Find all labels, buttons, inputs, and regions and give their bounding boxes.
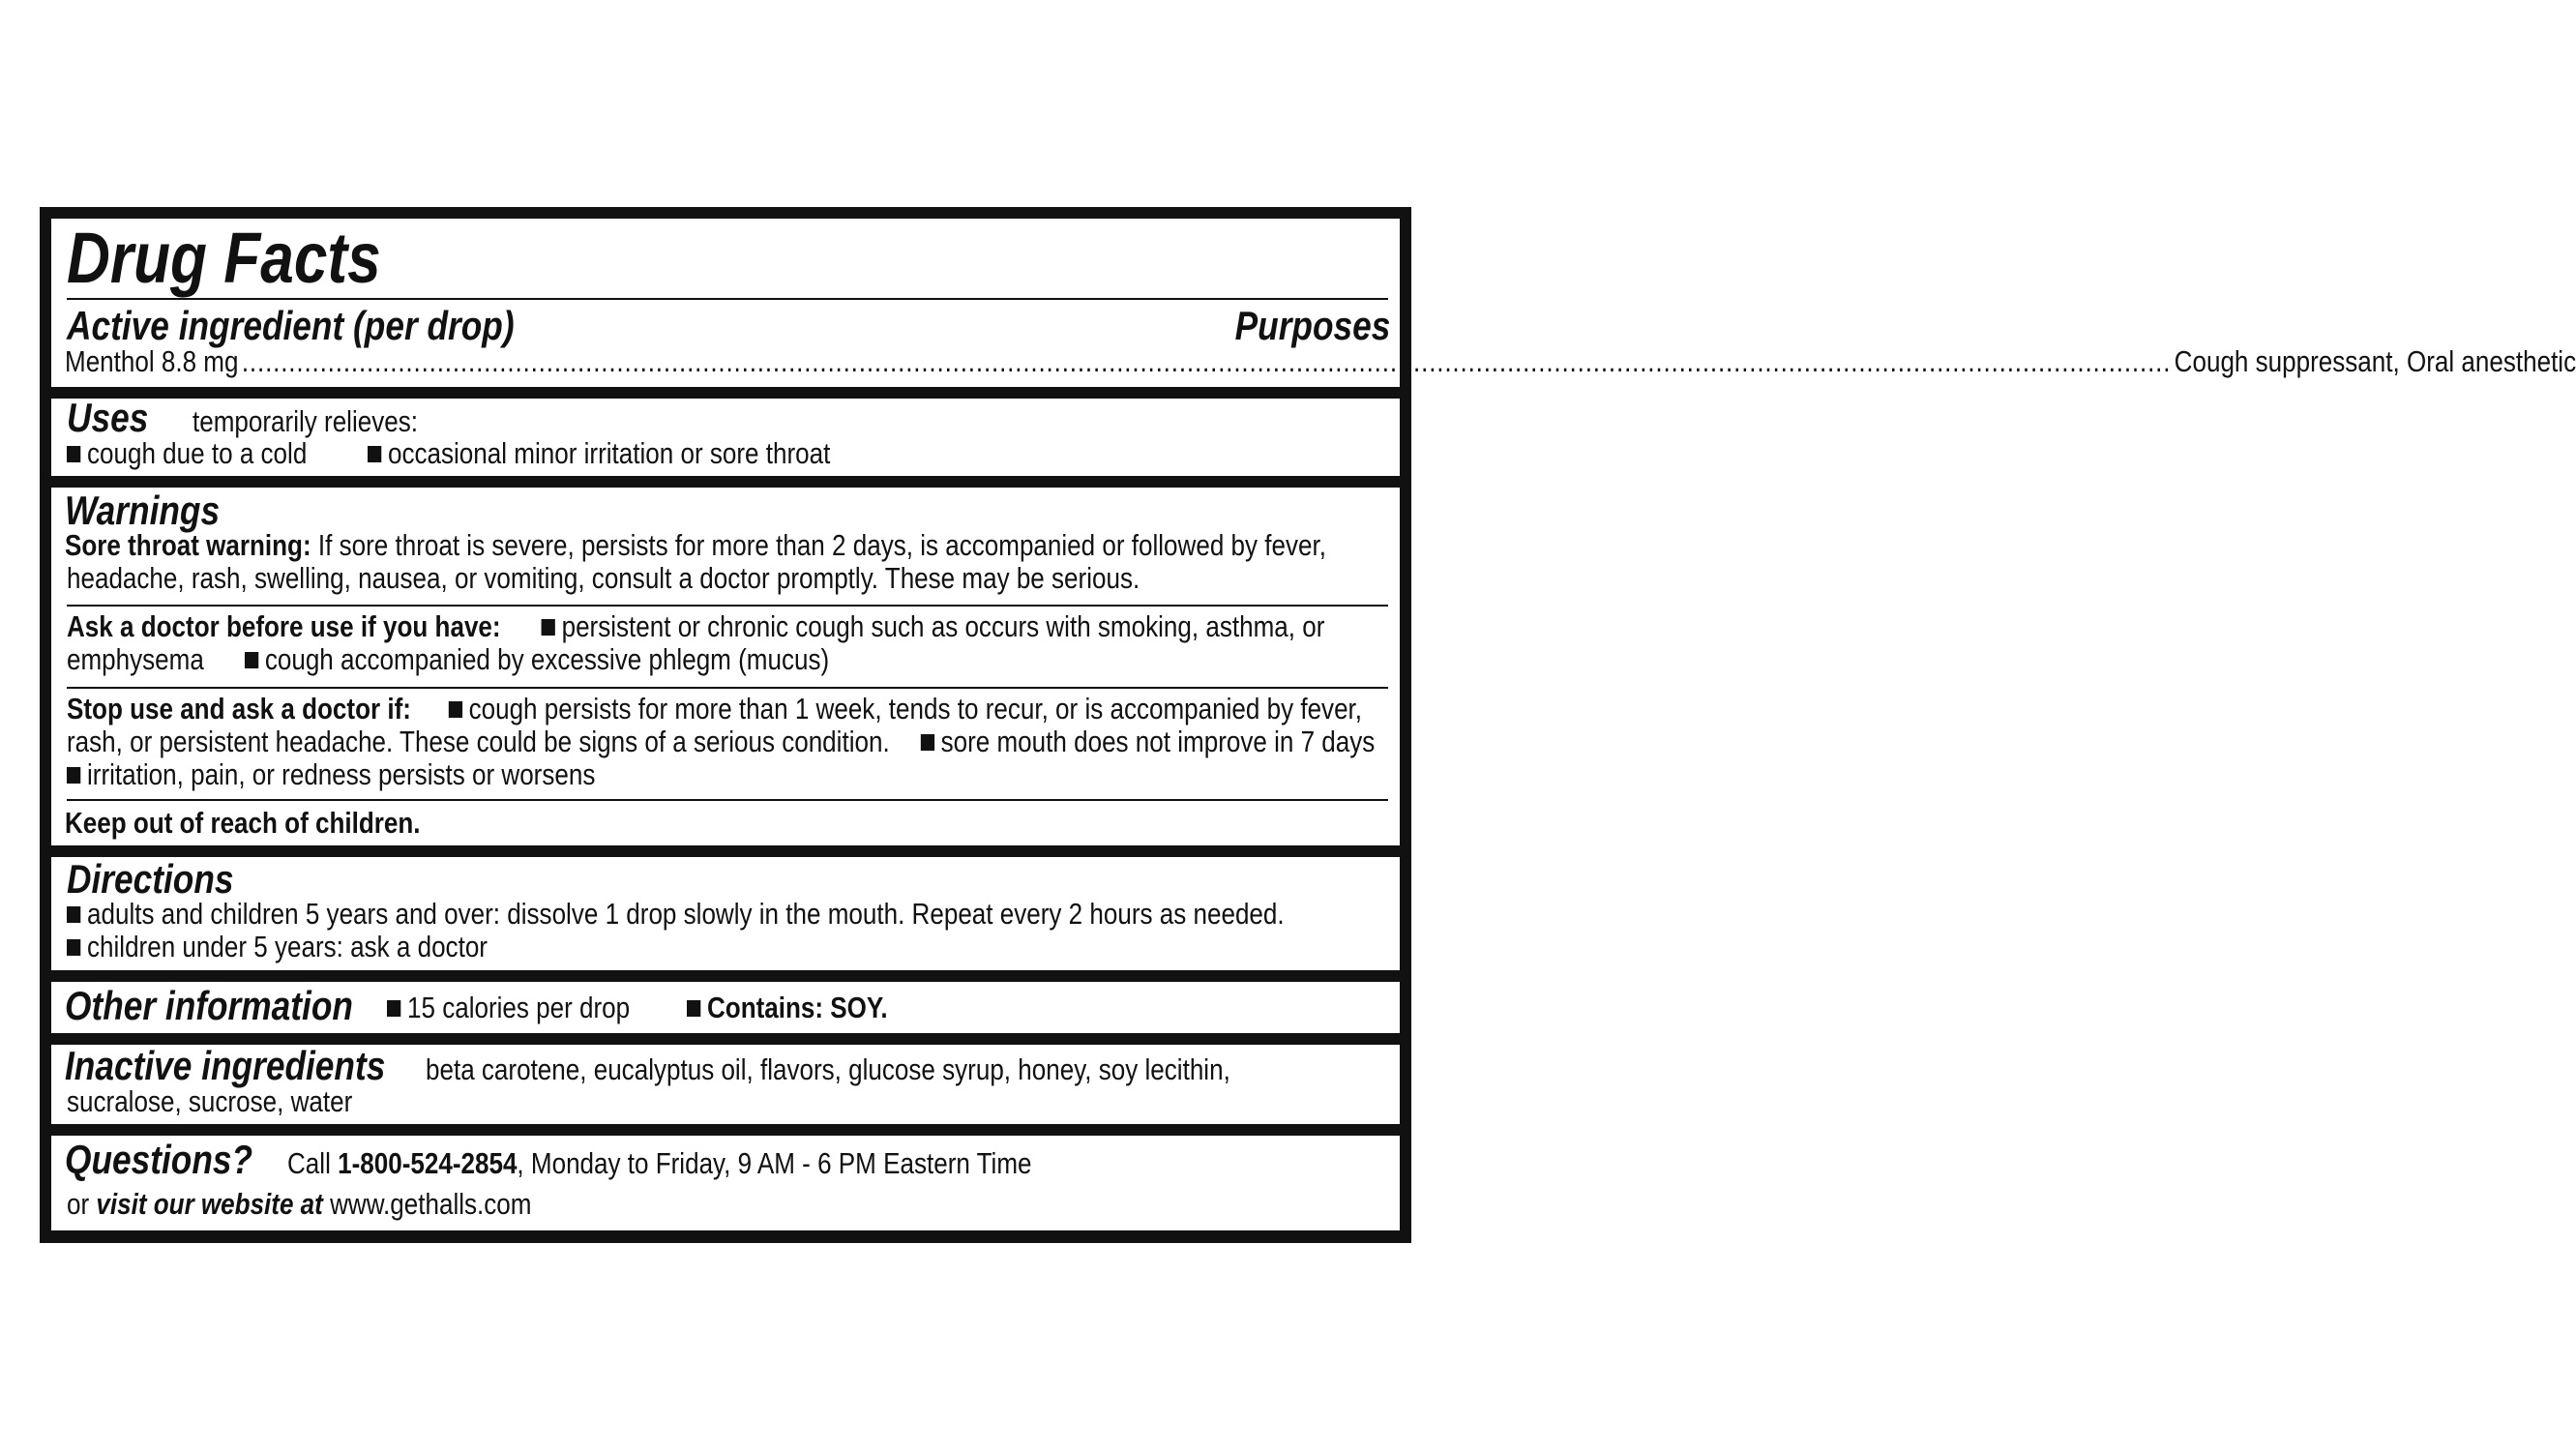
stop-use-warning: Stop use and ask a doctor if: cough persists for more than 1 week, tends to recur, or is accompanied by fever,: [67, 692, 1363, 726]
inactive-ingredients-list: beta carotene, eucalyptus oil, flavors, glucose syrup, honey, soy lecithin,: [426, 1052, 1230, 1086]
phone-number: 1-800-524-2854: [338, 1146, 518, 1180]
inactive-ingredients-heading: Inactive ingredients: [65, 1043, 386, 1088]
bullet-square: [542, 619, 555, 636]
active-ingredient-row: [65, 344, 2576, 378]
questions-website-line: or visit our website at www.gethalls.com: [67, 1187, 532, 1221]
warnings-heading: Warnings: [65, 488, 221, 533]
warnings-rule: [67, 687, 1388, 689]
dot-leader: .......................................................................................................................................................................................................................................................: [241, 344, 2172, 378]
directions-item: adults and children 5 years and over: dissolve 1 drop slowly in the mouth. Repeat every 2 hours as needed.: [67, 898, 1516, 931]
uses-panel: [51, 395, 1400, 476]
questions-heading: Questions?: [65, 1137, 253, 1182]
inactive-ingredients-panel: [51, 1045, 1400, 1124]
active-ingredient-panel: [51, 218, 2576, 387]
drug-facts-label: [40, 207, 2576, 1243]
bullet-square: [449, 701, 462, 718]
ask-doctor-warning: Ask a doctor before use if you have: persistent or chronic cough such as occurs with smoking, asthma, or: [67, 609, 1325, 643]
uses-item: cough due to a cold: [67, 437, 353, 470]
bullet-square: [67, 767, 80, 784]
keep-out-of-reach: Keep out of reach of children.: [65, 806, 421, 840]
bullet-square: [387, 1000, 400, 1017]
uses-heading: Uses: [67, 395, 149, 440]
active-ingredient-heading: Active ingredient (per drop): [67, 303, 515, 348]
bullet-square: [368, 446, 381, 462]
sore-throat-warning: Sore throat warning: If sore throat is severe, persists for more than 2 days, is accompanied or followed by fever,: [65, 528, 1326, 562]
warnings-panel: [51, 488, 1400, 845]
warnings-rule: [67, 605, 1388, 607]
directions-item: children under 5 years: ask a doctor: [67, 931, 568, 963]
ask-doctor-warning-cont: emphysema cough accompanied by excessive phlegm (mucus): [67, 642, 830, 676]
questions-panel: [51, 1136, 1400, 1230]
other-information-item: 15 calories per drop: [387, 992, 676, 1024]
sore-throat-warning-cont: headache, rash, swelling, nausea, or vomiting, consult a doctor promptly. These may be serious.: [67, 561, 1140, 595]
warnings-rule: [67, 799, 1388, 801]
allergen-statement: Contains: SOY.: [687, 992, 926, 1024]
bullet-square: [687, 1000, 700, 1017]
uses-item: occasional minor irritation or sore throat: [368, 437, 918, 470]
other-information-panel: [51, 982, 1400, 1033]
stop-use-warning-cont: rash, or persistent headache. These could be signs of a serious condition. sore mouth does not improve in 7 days: [67, 725, 1376, 758]
purposes-heading: Purposes: [1234, 303, 1390, 348]
title-rule: [67, 298, 1388, 300]
bullet-square: [245, 652, 258, 668]
bullet-square: [67, 446, 80, 462]
directions-heading: Directions: [67, 856, 234, 902]
stop-use-warning-item: irritation, pain, or redness persists or worsens: [67, 758, 696, 791]
drug-facts-title: Drug Facts: [67, 218, 381, 298]
active-ingredient-purpose: Cough suppressant, Oral anesthetic: [2174, 344, 2576, 378]
questions-phone-line: Call 1-800-524-2854, Monday to Friday, 9 AM - 6 PM Eastern Time: [287, 1146, 1032, 1180]
bullet-square: [921, 734, 934, 751]
website-url: www.gethalls.com: [330, 1187, 532, 1221]
directions-panel: [51, 857, 1400, 970]
bullet-square: [67, 906, 80, 923]
inactive-ingredients-list-cont: sucralose, sucrose, water: [67, 1084, 353, 1118]
other-information-heading: Other information: [65, 983, 353, 1028]
bullet-square: [67, 939, 80, 956]
uses-intro: temporarily relieves:: [192, 404, 418, 438]
active-ingredient-name: Menthol 8.8 mg: [65, 344, 239, 378]
